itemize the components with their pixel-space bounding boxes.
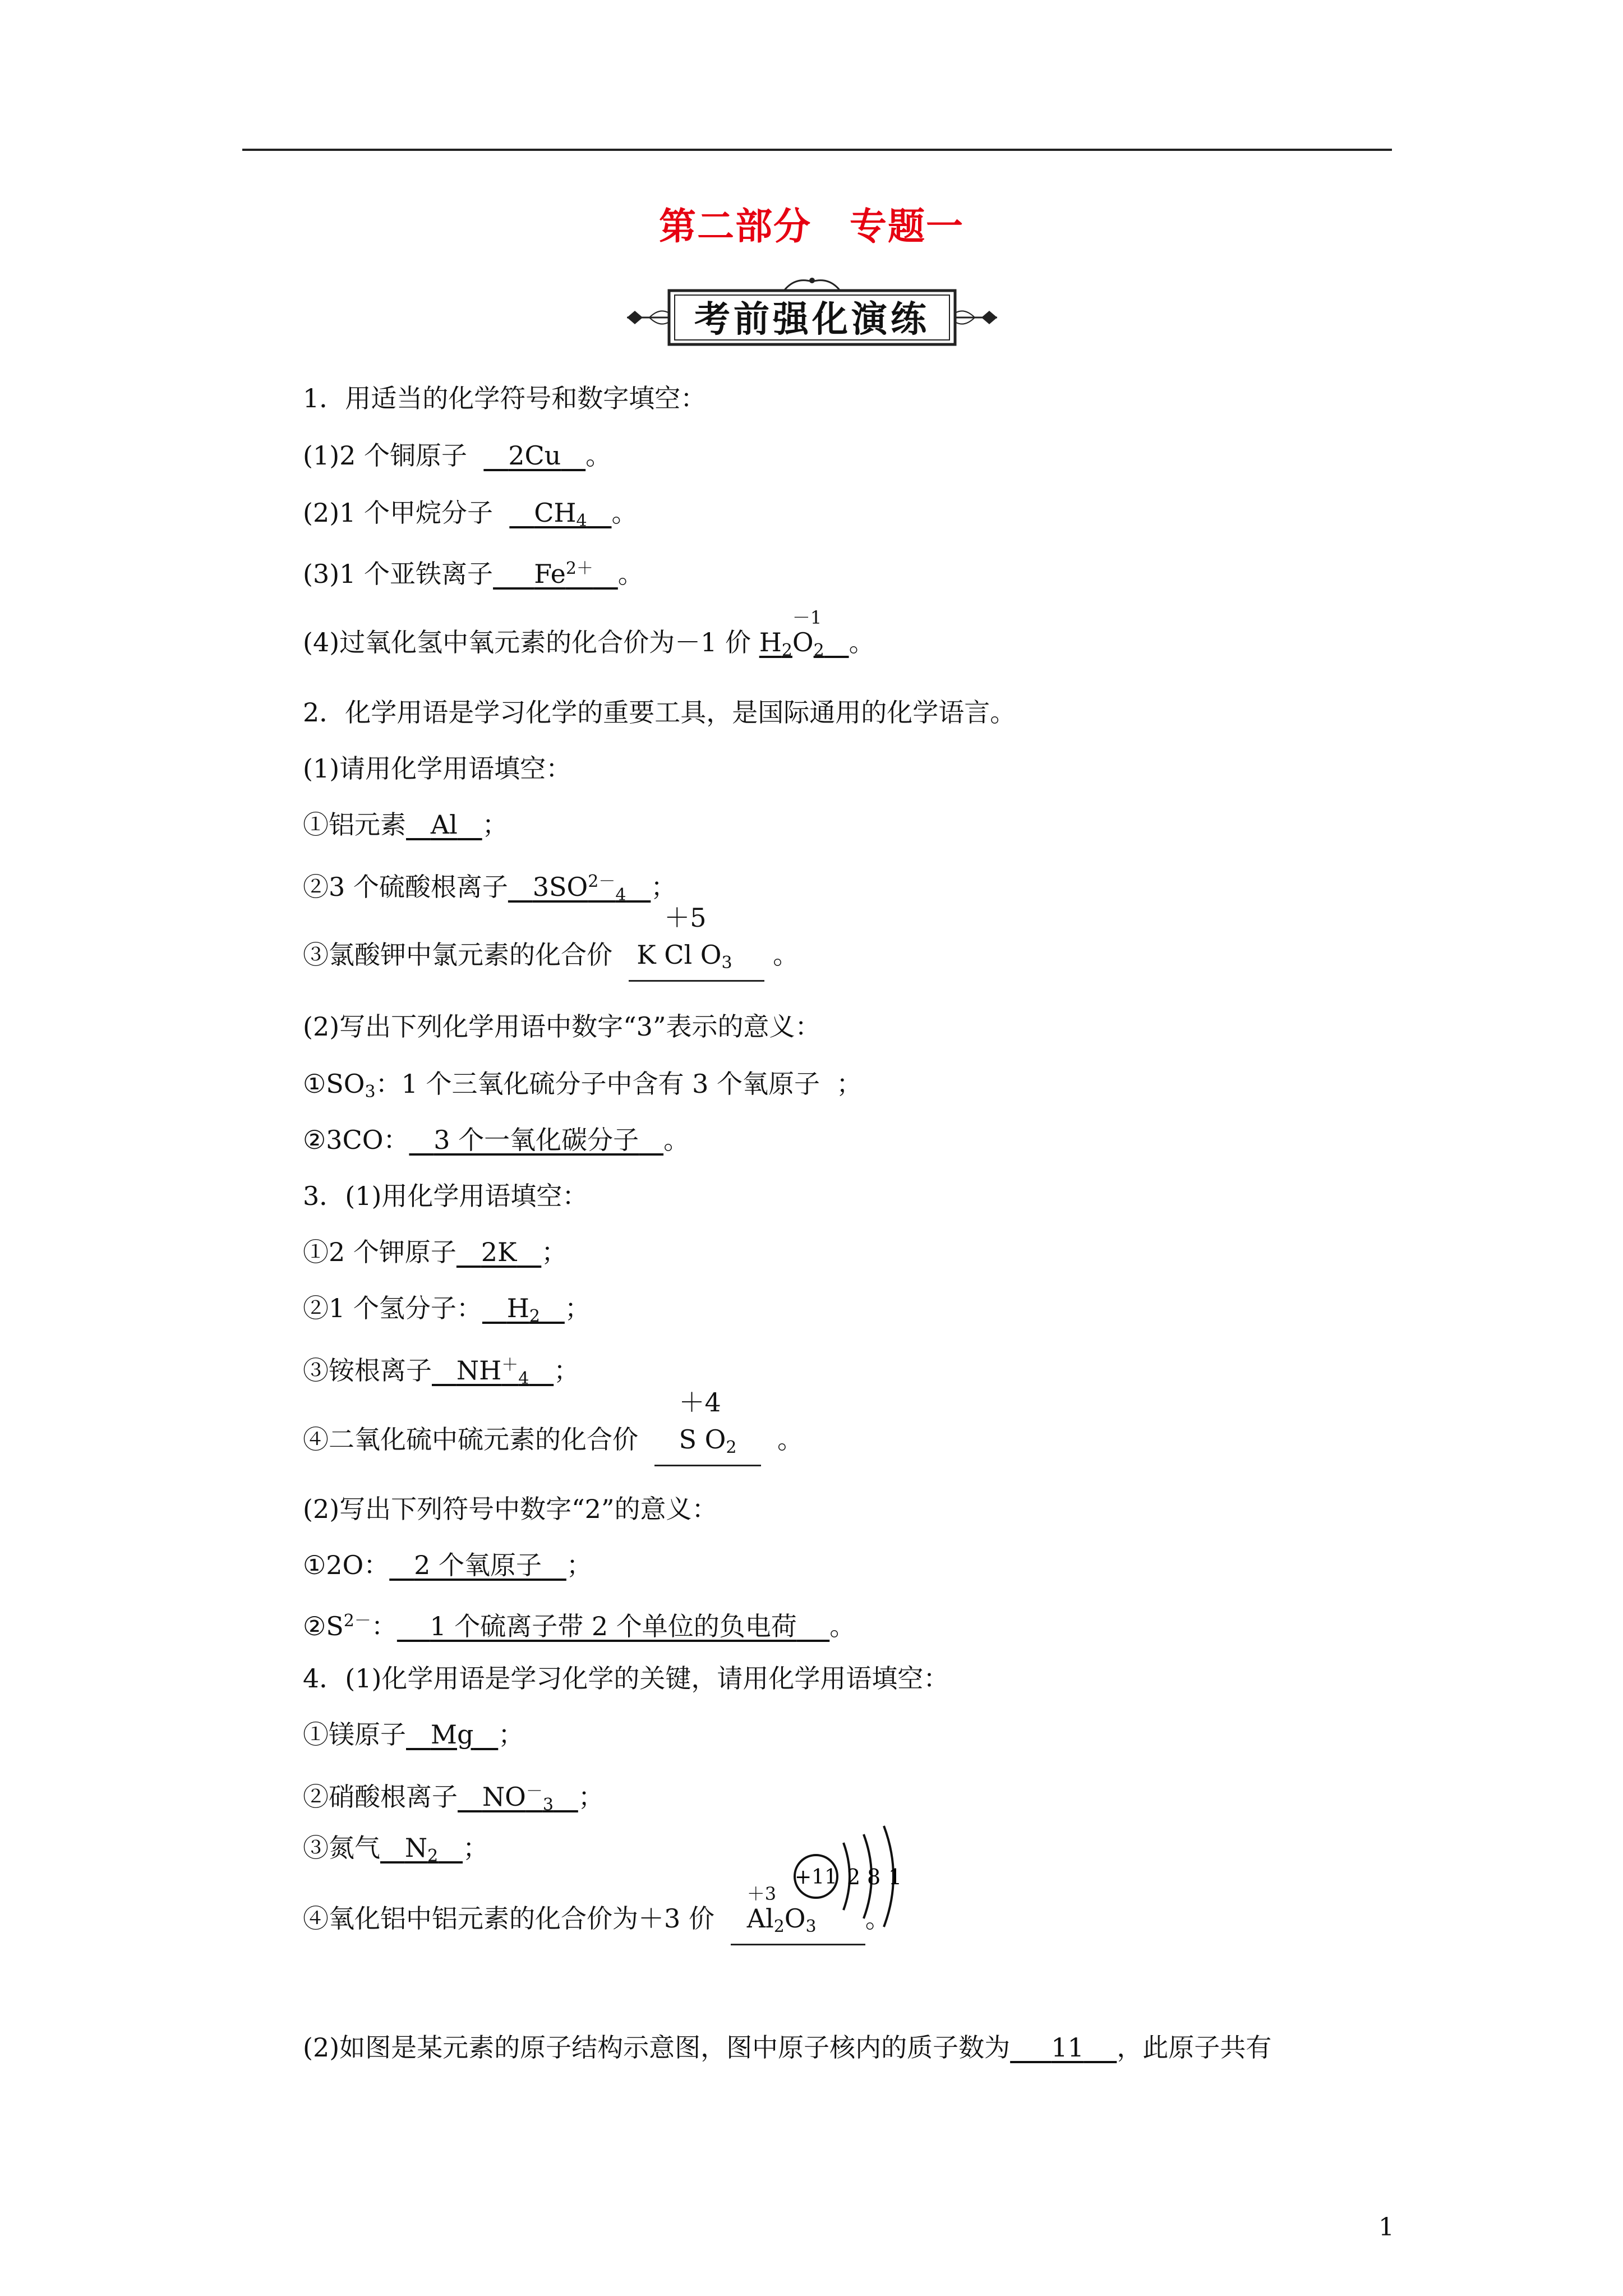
banner-title: 考前强化演练 bbox=[694, 299, 930, 341]
answer-blank: $H_2$ －1 $O_2$ bbox=[759, 607, 824, 660]
page-title: 第二部分 专题一 bbox=[659, 204, 964, 248]
answer-blank: $NO^-_3$ bbox=[482, 1782, 554, 1815]
q3-f: $②S^{2-}$： 1 个硫离子带 2 个单位的负电荷 。 bbox=[303, 1611, 856, 1641]
answer-blank: 2 个氧原子 bbox=[414, 1550, 542, 1580]
answer-blank: $NH^+_4$ bbox=[456, 1355, 529, 1388]
answer-blank: $CH_4$ bbox=[534, 498, 587, 531]
q3-b: ②1 个氢分子： $H_2$ ； bbox=[303, 1293, 591, 1326]
q3-a: ①2 个钾原子 2K ； bbox=[303, 1237, 568, 1267]
q2-c: ③氯酸钾中氯元素的化合价 K ＋5 Cl $O_3$ 。 bbox=[303, 938, 799, 982]
q2-a: ①铝元素 Al ； bbox=[303, 809, 508, 840]
answer-blank: 1 个硫离子带 2 个单位的负电荷 bbox=[430, 1611, 797, 1641]
q3-e: ①2O： 2 个氧原子 ； bbox=[303, 1550, 592, 1580]
answer-blank: 11 bbox=[1051, 2032, 1084, 2063]
atom-shell-count: 2 bbox=[847, 1865, 861, 1889]
q1-stem: 1．用适当的化学符号和数字填空： bbox=[303, 383, 707, 413]
answer-blank: ＋3 $Al_2O_3$ bbox=[731, 1902, 865, 1945]
q4-stem: 4．(1)化学用语是学习化学的关键，请用化学用语填空： bbox=[303, 1663, 949, 1694]
q2-stem: 2．化学用语是学习化学的重要工具，是国际通用的化学语言。 bbox=[303, 697, 1016, 728]
answer-blank: $N_2$ bbox=[404, 1833, 439, 1866]
page-number: 1 bbox=[1378, 2213, 1394, 2242]
atom-shell-count: 1 bbox=[888, 1865, 902, 1889]
q2-d: $①SO_3$：1 个三氧化硫分子中含有 3 个氧原子 ； bbox=[303, 1069, 863, 1102]
atom-shell-count: 8 bbox=[867, 1865, 881, 1889]
answer-blank: 2K bbox=[481, 1237, 517, 1267]
q4-b: ②硝酸根离子 $NO^-_3$ ； bbox=[303, 1782, 604, 1815]
q4-p2: (2)如图是某元素的原子结构示意图，图中原子核内的质子数为 11 ，此原子共有 bbox=[303, 2032, 1272, 2063]
answer-blank: 3 个一氧化碳分子 bbox=[434, 1125, 639, 1155]
q2-e: ②3CO： 3 个一氧化碳分子 。 bbox=[303, 1125, 690, 1155]
answer-blank: $3SO^{2-}_4$ bbox=[532, 872, 626, 905]
q1-b: (2)1 个甲烷分子 $CH_4$ 。 bbox=[303, 498, 638, 531]
answer-blank: Al bbox=[430, 809, 458, 840]
q4-d: ④氧化铝中铝元素的化合价为＋3 价 ＋3 $Al_2O_3$ 。 bbox=[303, 1902, 891, 1945]
section-banner bbox=[616, 274, 1008, 352]
q3-c: ③铵根离子 $NH^+_4$ ； bbox=[303, 1355, 580, 1388]
answer-blank: Mg bbox=[430, 1719, 474, 1750]
q1-c: (3)1 个亚铁离子 $Fe^{2+}$ 。 bbox=[303, 559, 644, 589]
q1-d: (4)过氧化氢中氧元素的化合价为－1 价 $H_2$ －1 $O_2$ 。 bbox=[303, 607, 875, 660]
atom-nucleus-label: +11 bbox=[795, 1866, 837, 1889]
header-rule bbox=[242, 149, 1392, 151]
answer-blank: ＋4 S $O_2$ bbox=[654, 1423, 760, 1466]
q2-b: ②3 个硫酸根离子 $3SO^{2-}_4$ ； bbox=[303, 872, 677, 905]
answer-blank: $H_2$ bbox=[506, 1293, 540, 1326]
q4-c: ③氮气 $N_2$ ； bbox=[303, 1833, 489, 1866]
q2-p2: (2)写出下列化学用语中数字“3”表示的意义： bbox=[303, 1011, 821, 1042]
q4-a: ①镁原子 Mg ； bbox=[303, 1719, 524, 1750]
answer-blank: K ＋5 Cl $O_3$ bbox=[629, 938, 764, 982]
q3-p2: (2)写出下列符号中数字“2”的意义： bbox=[303, 1494, 718, 1524]
q3-d: ④二氧化硫中硫元素的化合价 ＋4 S $O_2$ 。 bbox=[303, 1423, 803, 1466]
atom-structure-diagram bbox=[785, 1820, 931, 1932]
q2-p1: (1)请用化学用语填空： bbox=[303, 753, 572, 784]
answer-blank: $Fe^{2+}$ bbox=[534, 559, 593, 589]
q1-a: (1)2 个铜原子 2Cu 。 bbox=[303, 440, 612, 471]
q3-stem: 3．(1)用化学用语填空： bbox=[303, 1181, 588, 1211]
answer-blank: 2Cu bbox=[508, 440, 561, 471]
